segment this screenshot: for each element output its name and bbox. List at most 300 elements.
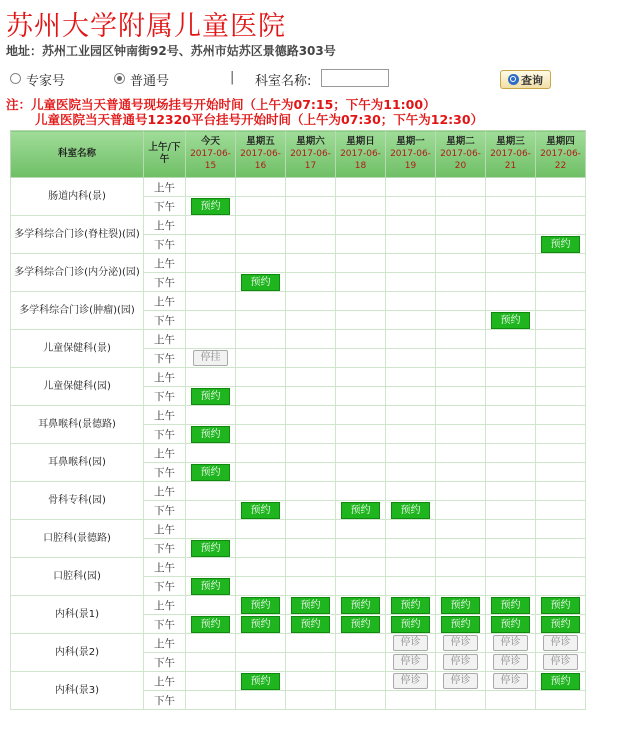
slot-cell xyxy=(236,216,286,235)
slot-cell xyxy=(286,216,336,235)
slot-cell xyxy=(336,596,386,615)
slot-cell xyxy=(386,254,436,273)
filter-separator: | xyxy=(230,70,235,85)
book-button[interactable]: 预约 xyxy=(191,198,230,215)
book-button[interactable]: 预约 xyxy=(441,597,480,614)
search-icon xyxy=(508,74,519,85)
day-label: 今天 xyxy=(200,136,220,147)
table-header-row xyxy=(11,131,586,178)
slot-cell xyxy=(336,254,386,273)
slot-cell xyxy=(386,197,436,216)
slot-cell xyxy=(386,520,436,539)
date-label: 2017-06-22 xyxy=(540,149,581,171)
slot-cell xyxy=(286,577,336,596)
slot-cell xyxy=(536,178,586,197)
slot-cell xyxy=(286,368,336,387)
slot-cell xyxy=(336,653,386,672)
table-row xyxy=(11,634,586,653)
day-column-header xyxy=(536,131,586,178)
book-button[interactable]: 预约 xyxy=(541,236,580,253)
slot-cell xyxy=(486,387,536,406)
book-button[interactable]: 预约 xyxy=(241,597,280,614)
book-button[interactable]: 预约 xyxy=(191,388,230,405)
slot-cell xyxy=(286,672,336,691)
slot-cell xyxy=(536,368,586,387)
slot-cell xyxy=(486,330,536,349)
slot-cell xyxy=(286,406,336,425)
period-cell: 上午 xyxy=(144,406,186,425)
slot-cell xyxy=(236,615,286,634)
slot-cell xyxy=(536,216,586,235)
book-button[interactable]: 预约 xyxy=(241,502,280,519)
slot-cell xyxy=(236,349,286,368)
slot-cell xyxy=(436,330,486,349)
book-button[interactable]: 预约 xyxy=(491,597,530,614)
period-cell: 上午 xyxy=(144,482,186,501)
slot-cell xyxy=(286,463,336,482)
dept-name-cell: 多学科综合门诊(肿瘤)(园) xyxy=(11,292,144,330)
slot-cell xyxy=(536,577,586,596)
slot-cell xyxy=(536,634,586,653)
slot-cell xyxy=(236,368,286,387)
date-label: 2017-06-15 xyxy=(190,149,231,171)
book-button[interactable]: 预约 xyxy=(341,502,380,519)
slot-cell xyxy=(186,558,236,577)
slot-cell xyxy=(336,520,386,539)
stop-clinic-badge: 停诊 xyxy=(393,635,428,651)
page-title: 苏州大学附属儿童医院 xyxy=(6,11,286,42)
table-row xyxy=(11,216,586,235)
slot-cell xyxy=(236,311,286,330)
book-button[interactable]: 预约 xyxy=(541,673,580,690)
day-label: 星期四 xyxy=(546,136,575,147)
slot-cell xyxy=(436,634,486,653)
slot-cell xyxy=(486,672,536,691)
date-label: 2017-06-16 xyxy=(240,149,281,171)
slot-cell xyxy=(386,178,436,197)
slot-cell xyxy=(186,311,236,330)
slot-cell xyxy=(386,311,436,330)
slot-cell xyxy=(336,311,386,330)
day-column-header xyxy=(336,131,386,178)
slot-cell xyxy=(236,634,286,653)
slot-cell xyxy=(186,463,236,482)
period-cell: 上午 xyxy=(144,368,186,387)
slot-cell xyxy=(536,482,586,501)
slot-cell xyxy=(236,273,286,292)
table-row xyxy=(11,254,586,273)
day-label: 星期六 xyxy=(296,136,325,147)
expert-label: 专家号 xyxy=(26,74,66,89)
book-button[interactable]: 预约 xyxy=(191,616,230,633)
stop-clinic-badge: 停诊 xyxy=(393,673,428,689)
slot-cell xyxy=(286,425,336,444)
slot-cell xyxy=(336,349,386,368)
slot-cell xyxy=(386,292,436,311)
slot-cell xyxy=(386,216,436,235)
slot-cell xyxy=(486,444,536,463)
slot-cell xyxy=(336,387,386,406)
slot-cell xyxy=(536,197,586,216)
book-button[interactable]: 预约 xyxy=(241,274,280,291)
slot-cell xyxy=(186,387,236,406)
slot-cell xyxy=(236,425,286,444)
slot-cell xyxy=(386,330,436,349)
book-button[interactable]: 预约 xyxy=(241,673,280,690)
slot-cell xyxy=(186,330,236,349)
slot-cell xyxy=(186,577,236,596)
slot-cell xyxy=(386,577,436,596)
slot-cell xyxy=(536,672,586,691)
slot-cell xyxy=(386,596,436,615)
stop-clinic-badge: 停诊 xyxy=(443,635,478,651)
stop-clinic-badge: 停诊 xyxy=(493,673,528,689)
slot-cell xyxy=(386,463,436,482)
slot-cell xyxy=(286,178,336,197)
date-label: 2017-06-20 xyxy=(440,149,481,171)
slot-cell xyxy=(236,672,286,691)
slot-cell xyxy=(436,577,486,596)
slot-cell xyxy=(436,406,486,425)
slot-cell xyxy=(336,501,386,520)
slot-cell xyxy=(336,672,386,691)
book-button[interactable]: 预约 xyxy=(241,616,280,633)
slot-cell xyxy=(436,235,486,254)
book-button[interactable]: 预约 xyxy=(291,597,330,614)
slot-cell xyxy=(186,425,236,444)
slot-cell xyxy=(336,463,386,482)
period-cell: 上午 xyxy=(144,216,186,235)
slot-cell xyxy=(486,292,536,311)
slot-cell xyxy=(536,349,586,368)
slot-cell xyxy=(336,178,386,197)
slot-cell xyxy=(436,520,486,539)
slot-cell xyxy=(286,311,336,330)
slot-cell xyxy=(436,368,486,387)
stop-clinic-badge: 停诊 xyxy=(443,654,478,670)
slot-cell xyxy=(236,520,286,539)
dept-name-cell: 多学科综合门诊(内分泌)(园) xyxy=(11,254,144,292)
slot-cell xyxy=(536,520,586,539)
period-cell: 下午 xyxy=(144,539,186,558)
slot-cell xyxy=(486,197,536,216)
slot-cell xyxy=(536,444,586,463)
period-cell: 上午 xyxy=(144,330,186,349)
dept-name-cell: 肠道内科(景) xyxy=(11,178,144,216)
slot-cell xyxy=(386,368,436,387)
slot-cell xyxy=(536,235,586,254)
slot-cell xyxy=(436,425,486,444)
book-button[interactable]: 预约 xyxy=(191,426,230,443)
slot-cell xyxy=(386,501,436,520)
dept-name-cell: 耳鼻喉科(园) xyxy=(11,444,144,482)
expert-radio[interactable] xyxy=(10,73,21,84)
slot-cell xyxy=(286,539,336,558)
slot-cell xyxy=(236,539,286,558)
slot-cell xyxy=(436,273,486,292)
day-column-header xyxy=(486,131,536,178)
period-cell: 下午 xyxy=(144,311,186,330)
book-button[interactable]: 预约 xyxy=(191,578,230,595)
day-label: 星期日 xyxy=(346,136,375,147)
dept-name-cell: 儿童保健科(园) xyxy=(11,368,144,406)
query-button-label: 查询 xyxy=(521,73,543,87)
stop-clinic-badge: 停诊 xyxy=(393,654,428,670)
slot-cell xyxy=(486,178,536,197)
book-button[interactable]: 预约 xyxy=(541,597,580,614)
slot-cell xyxy=(336,691,386,710)
slot-cell xyxy=(436,311,486,330)
slot-cell xyxy=(486,653,536,672)
slot-cell xyxy=(186,596,236,615)
book-button[interactable]: 预约 xyxy=(441,616,480,633)
dept-name-cell: 儿童保健科(景) xyxy=(11,330,144,368)
book-button[interactable]: 预约 xyxy=(391,616,430,633)
slot-cell xyxy=(436,596,486,615)
slot-cell xyxy=(286,615,336,634)
book-button[interactable]: 预约 xyxy=(391,597,430,614)
period-cell: 上午 xyxy=(144,178,186,197)
slot-cell xyxy=(236,330,286,349)
table-row xyxy=(11,178,586,197)
slot-cell xyxy=(536,406,586,425)
slot-cell xyxy=(386,653,436,672)
period-cell: 下午 xyxy=(144,691,186,710)
general-label: 普通号 xyxy=(130,74,170,89)
slot-cell xyxy=(336,197,386,216)
slot-cell xyxy=(486,577,536,596)
slot-cell xyxy=(486,539,536,558)
book-button[interactable]: 预约 xyxy=(291,616,330,633)
slot-cell xyxy=(436,672,486,691)
slot-cell xyxy=(436,349,486,368)
slot-cell xyxy=(286,235,336,254)
slot-cell xyxy=(536,691,586,710)
slot-cell xyxy=(236,197,286,216)
slot-cell xyxy=(536,387,586,406)
slot-cell xyxy=(236,387,286,406)
slot-cell xyxy=(336,558,386,577)
query-button[interactable] xyxy=(500,70,551,89)
table-row xyxy=(11,672,586,691)
period-cell: 上午 xyxy=(144,292,186,311)
period-cell: 上午 xyxy=(144,558,186,577)
slot-cell xyxy=(386,387,436,406)
slot-cell xyxy=(236,178,286,197)
slot-cell xyxy=(536,596,586,615)
table-row xyxy=(11,482,586,501)
slot-cell xyxy=(486,254,536,273)
date-label: 2017-06-18 xyxy=(340,149,381,171)
slot-cell xyxy=(436,691,486,710)
period-cell: 下午 xyxy=(144,653,186,672)
slot-cell xyxy=(536,558,586,577)
book-button[interactable]: 预约 xyxy=(491,616,530,633)
slot-cell xyxy=(286,444,336,463)
schedule-table xyxy=(10,130,586,710)
slot-cell xyxy=(436,558,486,577)
slot-cell xyxy=(486,216,536,235)
slot-cell xyxy=(436,444,486,463)
stop-registration-badge: 停挂 xyxy=(193,350,228,366)
slot-cell xyxy=(286,691,336,710)
slot-cell xyxy=(386,444,436,463)
slot-cell xyxy=(486,520,536,539)
period-cell: 下午 xyxy=(144,197,186,216)
slot-cell xyxy=(186,672,236,691)
dept-search-input[interactable] xyxy=(321,69,389,87)
book-button[interactable]: 预约 xyxy=(391,502,430,519)
stop-clinic-badge: 停诊 xyxy=(543,635,578,651)
table-row xyxy=(11,444,586,463)
slot-cell xyxy=(186,482,236,501)
slot-cell xyxy=(436,178,486,197)
day-column-header xyxy=(436,131,486,178)
slot-cell xyxy=(286,197,336,216)
day-column-header xyxy=(386,131,436,178)
slot-cell xyxy=(186,235,236,254)
slot-cell xyxy=(286,558,336,577)
slot-cell xyxy=(236,653,286,672)
slot-cell xyxy=(186,349,236,368)
slot-cell xyxy=(386,273,436,292)
slot-cell xyxy=(536,539,586,558)
slot-cell xyxy=(236,254,286,273)
slot-cell xyxy=(486,311,536,330)
slot-cell xyxy=(286,330,336,349)
slot-cell xyxy=(186,273,236,292)
slot-cell xyxy=(236,596,286,615)
book-button[interactable]: 预约 xyxy=(541,616,580,633)
slot-cell xyxy=(336,577,386,596)
slot-cell xyxy=(186,254,236,273)
slot-cell xyxy=(436,615,486,634)
slot-cell xyxy=(236,406,286,425)
period-cell: 下午 xyxy=(144,273,186,292)
book-button[interactable]: 预约 xyxy=(341,616,380,633)
day-column-header xyxy=(186,131,236,178)
book-button[interactable]: 预约 xyxy=(491,312,530,329)
dept-name-label: 科室名称: xyxy=(255,74,312,89)
slot-cell xyxy=(486,558,536,577)
slot-cell xyxy=(336,444,386,463)
table-row xyxy=(11,520,586,539)
slot-cell xyxy=(486,634,536,653)
slot-cell xyxy=(386,615,436,634)
slot-cell xyxy=(436,482,486,501)
slot-cell xyxy=(336,292,386,311)
slot-cell xyxy=(336,425,386,444)
period-cell: 下午 xyxy=(144,235,186,254)
slot-cell xyxy=(186,368,236,387)
slot-cell xyxy=(336,330,386,349)
slot-cell xyxy=(286,482,336,501)
book-button[interactable]: 预约 xyxy=(191,464,230,481)
slot-cell xyxy=(486,349,536,368)
slot-cell xyxy=(186,653,236,672)
slot-cell xyxy=(436,501,486,520)
slot-cell xyxy=(386,235,436,254)
stop-clinic-badge: 停诊 xyxy=(493,654,528,670)
slot-cell xyxy=(536,463,586,482)
slot-cell xyxy=(536,330,586,349)
slot-cell xyxy=(386,672,436,691)
slot-cell xyxy=(486,482,536,501)
slot-cell xyxy=(386,482,436,501)
slot-cell xyxy=(486,596,536,615)
general-radio[interactable] xyxy=(114,73,125,84)
slot-cell xyxy=(286,273,336,292)
slot-cell xyxy=(536,615,586,634)
day-label: 星期一 xyxy=(396,136,425,147)
slot-cell xyxy=(286,596,336,615)
period-cell: 下午 xyxy=(144,349,186,368)
slot-cell xyxy=(286,634,336,653)
table-row xyxy=(11,558,586,577)
stop-clinic-badge: 停诊 xyxy=(543,654,578,670)
slot-cell xyxy=(236,501,286,520)
period-cell: 上午 xyxy=(144,520,186,539)
slot-cell xyxy=(186,520,236,539)
period-cell: 上午 xyxy=(144,254,186,273)
slot-cell xyxy=(536,653,586,672)
period-cell: 上午 xyxy=(144,634,186,653)
slot-cell xyxy=(436,254,486,273)
slot-cell xyxy=(436,387,486,406)
slot-cell xyxy=(336,273,386,292)
slot-cell xyxy=(286,254,336,273)
slot-cell xyxy=(186,197,236,216)
slot-cell xyxy=(536,254,586,273)
dept-header: 科室名称 xyxy=(11,131,144,178)
slot-cell xyxy=(486,501,536,520)
slot-cell xyxy=(236,558,286,577)
period-cell: 下午 xyxy=(144,387,186,406)
slot-cell xyxy=(386,691,436,710)
filter-bar xyxy=(8,70,638,92)
slot-cell xyxy=(486,368,536,387)
period-cell: 下午 xyxy=(144,615,186,634)
slot-cell xyxy=(236,691,286,710)
notice-line-2: 儿童医院当天普通号12320平台挂号开始时间（上午为07:30；下午为12:30） xyxy=(35,112,484,127)
slot-cell xyxy=(486,691,536,710)
slot-cell xyxy=(186,216,236,235)
slot-cell xyxy=(236,577,286,596)
stop-clinic-badge: 停诊 xyxy=(493,635,528,651)
day-label: 星期三 xyxy=(496,136,525,147)
slot-cell xyxy=(436,463,486,482)
slot-cell xyxy=(236,482,286,501)
slot-cell xyxy=(386,634,436,653)
book-button[interactable]: 预约 xyxy=(341,597,380,614)
slot-cell xyxy=(286,387,336,406)
book-button[interactable]: 预约 xyxy=(191,540,230,557)
slot-cell xyxy=(186,406,236,425)
slot-cell xyxy=(336,615,386,634)
slot-cell xyxy=(486,273,536,292)
dept-name-cell: 口腔科(园) xyxy=(11,558,144,596)
slot-cell xyxy=(436,216,486,235)
slot-cell xyxy=(236,235,286,254)
notice xyxy=(6,97,483,127)
period-cell: 上午 xyxy=(144,596,186,615)
slot-cell xyxy=(386,406,436,425)
slot-cell xyxy=(186,691,236,710)
slot-cell xyxy=(336,634,386,653)
slot-cell xyxy=(436,292,486,311)
slot-cell xyxy=(486,406,536,425)
period-cell: 上午 xyxy=(144,672,186,691)
